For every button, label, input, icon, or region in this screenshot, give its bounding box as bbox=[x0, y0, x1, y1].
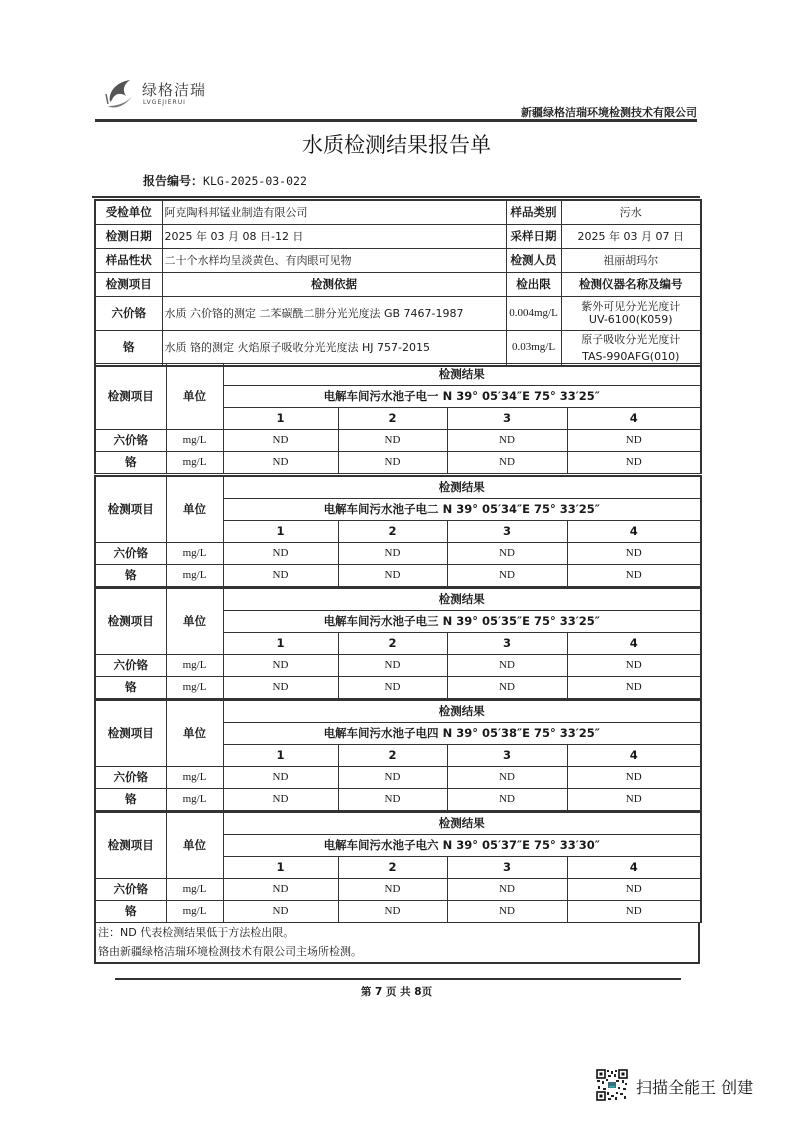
sample-number: 3 bbox=[447, 408, 567, 430]
limit-header: 检出限 bbox=[506, 272, 561, 296]
result-item: 铬 bbox=[95, 788, 166, 810]
client-value: 阿克陶科邦锰业制造有限公司 bbox=[162, 200, 506, 224]
sampling-location: 电解车间污水池子电四 N 39° 05′38″E 75° 33′25″ bbox=[223, 722, 701, 744]
result-header: 检测结果 bbox=[223, 588, 701, 610]
result-header: 检测结果 bbox=[223, 476, 701, 498]
result-value: ND bbox=[223, 878, 338, 900]
result-item: 六价铬 bbox=[95, 542, 166, 564]
item-header: 检测项目 bbox=[95, 272, 162, 296]
result-item: 铬 bbox=[95, 564, 166, 586]
sample-number: 1 bbox=[223, 408, 338, 430]
result-header: 检测结果 bbox=[223, 812, 701, 834]
instrument-header: 检测仪器名称及编号 bbox=[561, 272, 701, 296]
result-value: ND bbox=[447, 654, 567, 676]
info-table bbox=[94, 199, 702, 367]
result-row bbox=[95, 430, 701, 452]
result-value: ND bbox=[338, 766, 447, 788]
sample-desc-value: 二十个水样均呈淡黄色、有肉眼可见物 bbox=[162, 248, 506, 272]
result-value: ND bbox=[223, 676, 338, 698]
result-value: ND bbox=[567, 542, 701, 564]
sample-number: 3 bbox=[447, 856, 567, 878]
sampling-location: 电解车间污水池子电六 N 39° 05′37″E 75° 33′30″ bbox=[223, 834, 701, 856]
sample-number: 4 bbox=[567, 408, 701, 430]
result-item: 铬 bbox=[95, 676, 166, 698]
page-number: 第 7 页 共 8页 bbox=[360, 986, 433, 998]
results-header-row bbox=[95, 700, 701, 722]
result-value: ND bbox=[447, 878, 567, 900]
result-value: ND bbox=[338, 900, 447, 922]
result-item: 六价铬 bbox=[95, 766, 166, 788]
report-number-value: KLG-2025-03-022 bbox=[203, 174, 307, 188]
result-item: 铬 bbox=[95, 900, 166, 922]
method-row bbox=[95, 296, 701, 330]
method-limit: 0.03mg/L bbox=[506, 330, 561, 366]
item-header: 检测项目 bbox=[95, 700, 166, 766]
result-value: ND bbox=[567, 900, 701, 922]
result-value: ND bbox=[447, 676, 567, 698]
item-header: 检测项目 bbox=[95, 364, 166, 430]
result-row bbox=[95, 654, 701, 676]
result-value: ND bbox=[223, 430, 338, 452]
result-value: ND bbox=[223, 452, 338, 474]
result-row bbox=[95, 766, 701, 788]
result-value: ND bbox=[223, 654, 338, 676]
results-table bbox=[94, 699, 702, 811]
sample-number: 4 bbox=[567, 856, 701, 878]
result-value: ND bbox=[567, 564, 701, 586]
instrument-name: 原子吸收分光光度计 bbox=[581, 332, 681, 346]
notes-box bbox=[94, 922, 700, 964]
logo-text-cn: 绿格洁瑞 bbox=[142, 81, 207, 99]
sampling-date-value: 2025 年 03 月 07 日 bbox=[561, 224, 701, 248]
sample-number: 2 bbox=[338, 408, 447, 430]
result-header: 检测结果 bbox=[223, 700, 701, 722]
sample-number: 2 bbox=[338, 856, 447, 878]
method-item: 六价铬 bbox=[95, 296, 162, 330]
result-value: ND bbox=[223, 788, 338, 810]
sampling-location: 电解车间污水池子电二 N 39° 05′34″E 75° 33′25″ bbox=[223, 498, 701, 520]
result-unit: mg/L bbox=[166, 430, 223, 452]
result-value: ND bbox=[338, 878, 447, 900]
test-date-value: 2025 年 03 月 08 日-12 日 bbox=[162, 224, 506, 248]
result-row bbox=[95, 542, 701, 564]
result-value: ND bbox=[567, 878, 701, 900]
company-logo bbox=[104, 74, 224, 118]
result-value: ND bbox=[447, 788, 567, 810]
result-value: ND bbox=[567, 452, 701, 474]
method-item: 铬 bbox=[95, 330, 162, 366]
result-row bbox=[95, 878, 701, 900]
results-table bbox=[94, 475, 702, 587]
result-row bbox=[95, 900, 701, 922]
sampling-date-label: 采样日期 bbox=[506, 224, 561, 248]
table-top-divider bbox=[92, 196, 700, 198]
result-unit: mg/L bbox=[166, 676, 223, 698]
logo-text-en: LVGEJIERUI bbox=[143, 99, 186, 106]
sample-number: 2 bbox=[338, 520, 447, 542]
sample-number: 1 bbox=[223, 632, 338, 654]
method-instrument bbox=[561, 296, 701, 330]
test-date-label: 检测日期 bbox=[95, 224, 162, 248]
unit-header: 单位 bbox=[166, 700, 223, 766]
result-row bbox=[95, 452, 701, 474]
result-value: ND bbox=[567, 430, 701, 452]
method-limit: 0.004mg/L bbox=[506, 296, 561, 330]
result-value: ND bbox=[447, 542, 567, 564]
sample-number: 2 bbox=[338, 632, 447, 654]
results-header-row bbox=[95, 476, 701, 498]
scanner-text: 扫描全能王 创建 bbox=[636, 1078, 754, 1097]
note-lab: 铬由新疆绿格洁瑞环境检测技术有限公司主场所检测。 bbox=[98, 945, 362, 958]
result-unit: mg/L bbox=[166, 452, 223, 474]
sample-number: 3 bbox=[447, 744, 567, 766]
result-unit: mg/L bbox=[166, 788, 223, 810]
tester-label: 检测人员 bbox=[506, 248, 561, 272]
result-value: ND bbox=[567, 676, 701, 698]
sample-number: 1 bbox=[223, 744, 338, 766]
results-header-row bbox=[95, 364, 701, 386]
item-header: 检测项目 bbox=[95, 812, 166, 878]
result-item: 六价铬 bbox=[95, 878, 166, 900]
info-row bbox=[95, 200, 701, 224]
method-basis: 水质 铬的测定 火焰原子吸收分光光度法 HJ 757-2015 bbox=[162, 330, 506, 366]
result-row bbox=[95, 788, 701, 810]
result-value: ND bbox=[338, 676, 447, 698]
result-value: ND bbox=[567, 788, 701, 810]
sample-type-label: 样品类别 bbox=[506, 200, 561, 224]
page-title: 水质检测结果报告单 bbox=[302, 133, 491, 157]
result-item: 六价铬 bbox=[95, 654, 166, 676]
result-value: ND bbox=[447, 430, 567, 452]
company-name: 新疆绿格洁瑞环境检测技术有限公司 bbox=[521, 106, 697, 119]
result-value: ND bbox=[338, 452, 447, 474]
item-header: 检测项目 bbox=[95, 588, 166, 654]
result-value: ND bbox=[223, 542, 338, 564]
info-row bbox=[95, 248, 701, 272]
client-label: 受检单位 bbox=[95, 200, 162, 224]
result-value: ND bbox=[567, 654, 701, 676]
unit-header: 单位 bbox=[166, 364, 223, 430]
report-number-label: 报告编号： bbox=[143, 174, 204, 188]
method-instrument bbox=[561, 330, 701, 366]
report-number bbox=[143, 172, 307, 189]
sample-number: 4 bbox=[567, 520, 701, 542]
sample-number: 4 bbox=[567, 632, 701, 654]
results-table bbox=[94, 587, 702, 699]
method-basis: 水质 六价铬的测定 二苯碳酰二肼分光光度法 GB 7467-1987 bbox=[162, 296, 506, 330]
result-value: ND bbox=[338, 430, 447, 452]
info-row bbox=[95, 272, 701, 296]
result-value: ND bbox=[338, 788, 447, 810]
unit-header: 单位 bbox=[166, 588, 223, 654]
method-row bbox=[95, 330, 701, 366]
result-value: ND bbox=[447, 564, 567, 586]
result-unit: mg/L bbox=[166, 542, 223, 564]
result-unit: mg/L bbox=[166, 654, 223, 676]
result-value: ND bbox=[447, 766, 567, 788]
sample-type-value: 污水 bbox=[561, 200, 701, 224]
result-row bbox=[95, 564, 701, 586]
sample-number: 1 bbox=[223, 856, 338, 878]
header-divider bbox=[95, 119, 697, 122]
result-value: ND bbox=[338, 542, 447, 564]
sample-number: 3 bbox=[447, 632, 567, 654]
result-row bbox=[95, 676, 701, 698]
result-value: ND bbox=[223, 900, 338, 922]
result-item: 铬 bbox=[95, 452, 166, 474]
results-table bbox=[94, 363, 702, 474]
results-table bbox=[94, 811, 702, 923]
instrument-name: 紫外可见分光光度计 bbox=[581, 300, 681, 313]
qr-code-icon bbox=[596, 1069, 628, 1101]
result-value: ND bbox=[447, 452, 567, 474]
tester-value: 祖丽胡玛尔 bbox=[561, 248, 701, 272]
sample-number: 2 bbox=[338, 744, 447, 766]
result-unit: mg/L bbox=[166, 900, 223, 922]
result-value: ND bbox=[447, 900, 567, 922]
result-value: ND bbox=[338, 654, 447, 676]
info-row bbox=[95, 224, 701, 248]
result-value: ND bbox=[223, 766, 338, 788]
basis-header: 检测依据 bbox=[162, 272, 506, 296]
result-item: 六价铬 bbox=[95, 430, 166, 452]
item-header: 检测项目 bbox=[95, 476, 166, 542]
sample-number: 3 bbox=[447, 520, 567, 542]
result-value: ND bbox=[223, 564, 338, 586]
instrument-code: UV-6100(K059) bbox=[588, 313, 673, 326]
logo-swirl-icon bbox=[104, 76, 138, 110]
results-header-row bbox=[95, 588, 701, 610]
result-unit: mg/L bbox=[166, 564, 223, 586]
instrument-code: TAS-990AFG(010) bbox=[582, 349, 680, 363]
result-unit: mg/L bbox=[166, 766, 223, 788]
result-unit: mg/L bbox=[166, 878, 223, 900]
result-value: ND bbox=[567, 766, 701, 788]
sample-number: 4 bbox=[567, 744, 701, 766]
unit-header: 单位 bbox=[166, 476, 223, 542]
sampling-location: 电解车间污水池子电一 N 39° 05′34″E 75° 33′25″ bbox=[223, 386, 701, 408]
sampling-location: 电解车间污水池子电三 N 39° 05′35″E 75° 33′25″ bbox=[223, 610, 701, 632]
sample-desc-label: 样品性状 bbox=[95, 248, 162, 272]
note-nd: 注：ND 代表检测结果低于方法检出限。 bbox=[98, 926, 295, 939]
results-header-row bbox=[95, 812, 701, 834]
sample-number: 1 bbox=[223, 520, 338, 542]
result-value: ND bbox=[338, 564, 447, 586]
result-header: 检测结果 bbox=[223, 364, 701, 386]
footer-divider bbox=[115, 978, 681, 980]
unit-header: 单位 bbox=[166, 812, 223, 878]
